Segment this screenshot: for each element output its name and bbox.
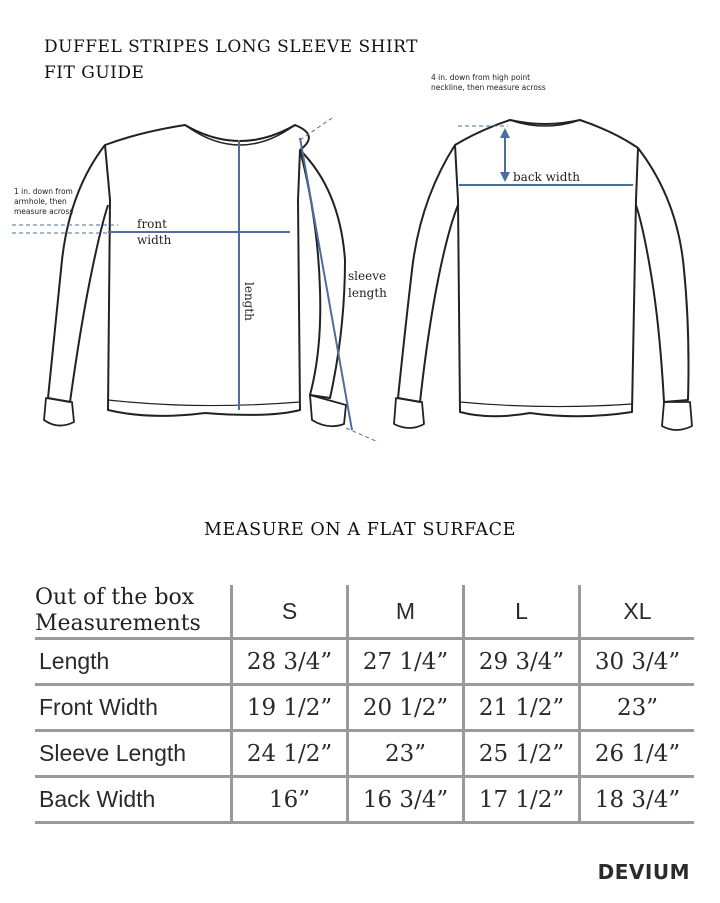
back-width-label: back width <box>513 170 580 184</box>
cell-value: 23” <box>580 685 695 731</box>
sleeve-length-label-1: sleeve <box>348 269 387 283</box>
cell-value: 16” <box>232 777 348 823</box>
table-row <box>35 639 694 685</box>
cell-value: 20 1/2” <box>348 685 464 731</box>
cell-value: 27 1/4” <box>348 639 464 685</box>
front-note-line-1: 1 in. down from <box>14 187 73 196</box>
row-label-back-width: Back Width <box>35 777 232 823</box>
size-header-xl: XL <box>580 585 695 639</box>
front-note-line-2: armhole, then <box>14 197 67 206</box>
size-header-m: M <box>348 585 464 639</box>
sleeve-guide-top <box>300 118 332 140</box>
front-shirt-outline <box>44 125 346 426</box>
length-label: length <box>242 282 256 321</box>
cell-value: 19 1/2” <box>232 685 348 731</box>
back-drop-arrow-up <box>500 128 510 138</box>
cell-value: 26 1/4” <box>580 731 695 777</box>
brand-logo: DEVIUM <box>597 860 690 884</box>
table-row <box>35 777 694 823</box>
title-line-2: FIT GUIDE <box>44 63 145 83</box>
size-header-l: L <box>464 585 580 639</box>
row-label-sleeve-length: Sleeve Length <box>35 731 232 777</box>
cell-value: 30 3/4” <box>580 639 695 685</box>
front-width-label-2: width <box>137 233 172 247</box>
sleeve-guide-bottom <box>346 428 378 442</box>
title-line-1: DUFFEL STRIPES LONG SLEEVE SHIRT <box>44 37 419 57</box>
corner-line-2: Measurements <box>35 611 201 636</box>
front-width-label-1: front <box>137 217 167 231</box>
table-header-row <box>35 585 694 639</box>
row-label-front-width: Front Width <box>35 685 232 731</box>
table-row <box>35 731 694 777</box>
row-label-length: Length <box>35 639 232 685</box>
cell-value: 16 3/4” <box>348 777 464 823</box>
back-shirt-outline <box>394 120 692 430</box>
back-note-line-2: neckline, then measure across <box>431 83 546 92</box>
cell-value: 24 1/2” <box>232 731 348 777</box>
cell-value: 23” <box>348 731 464 777</box>
cell-value: 21 1/2” <box>464 685 580 731</box>
cell-value: 18 3/4” <box>580 777 695 823</box>
flat-surface-instruction: MEASURE ON A FLAT SURFACE <box>203 520 517 540</box>
cell-value: 17 1/2” <box>464 777 580 823</box>
sleeve-length-label-2: length <box>348 286 387 300</box>
corner-line-1: Out of the box <box>35 585 195 610</box>
cell-value: 29 3/4” <box>464 639 580 685</box>
front-note-line-3: measure across <box>14 207 74 216</box>
cell-value: 28 3/4” <box>232 639 348 685</box>
back-drop-arrow-down <box>500 172 510 182</box>
size-chart-table <box>35 585 694 824</box>
cell-value: 25 1/2” <box>464 731 580 777</box>
back-note-line-1: 4 in. down from high point <box>431 73 531 82</box>
table-corner-label <box>35 585 232 639</box>
size-header-s: S <box>232 585 348 639</box>
table-row <box>35 685 694 731</box>
